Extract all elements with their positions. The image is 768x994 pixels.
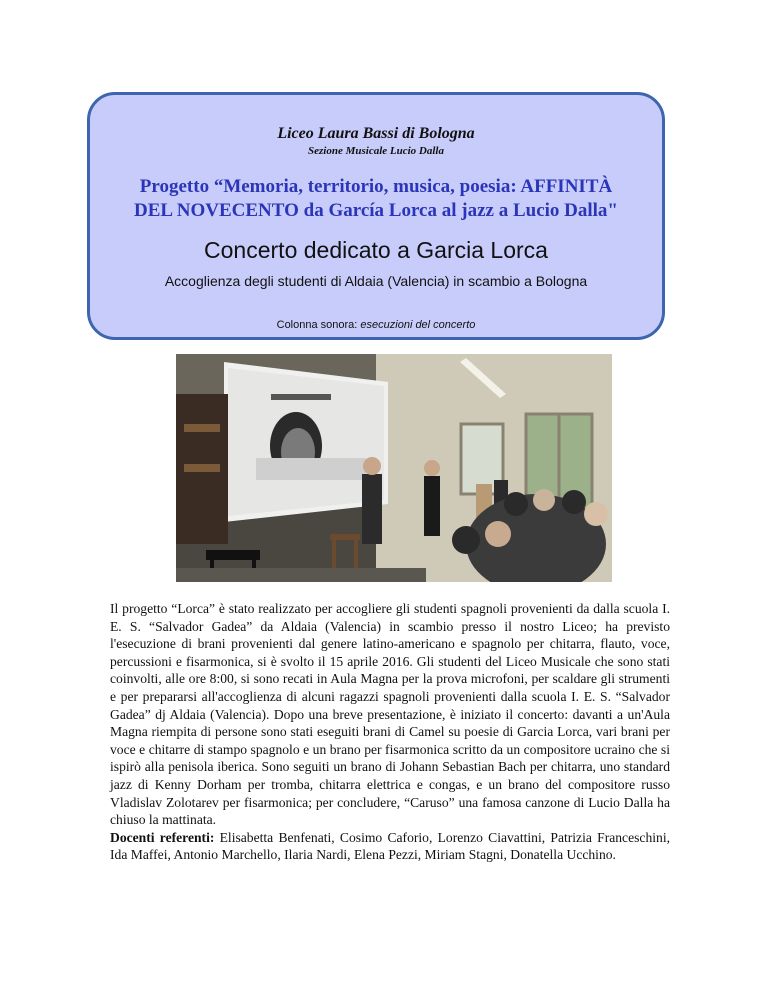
project-title-line-1: Progetto “Memoria, territorio, musica, poesia: AFFINITÀ [139, 176, 613, 197]
soundtrack-line [90, 319, 662, 331]
project-title [100, 175, 652, 223]
soundtrack-link[interactable]: esecuzioni del concerto [360, 319, 476, 331]
teachers-line [110, 829, 670, 864]
concert-photo-illustration [176, 354, 612, 582]
header-banner [87, 92, 665, 340]
soundtrack-label: Colonna sonora: [276, 319, 361, 331]
project-title-line-2: DEL NOVECENTO da García Lorca al jazz a Lucio Dalla" [134, 200, 618, 221]
article-body [110, 600, 670, 864]
concert-photo [176, 354, 612, 582]
teachers-list: Elisabetta Benfenati, Cosimo Caforio, Lorenzo Ciavattini, Patrizia Franceschini, Ida Maffei, Antonio Marchello, Ilaria Nardi, Elena Pezzi, Miriam Stagni, Donatella Ucchino. [110, 829, 670, 863]
teachers-label: Docenti referenti: [110, 829, 215, 845]
school-name: Liceo Laura Bassi di Bologna [277, 125, 475, 142]
concert-title: Concerto dedicato a Garcia Lorca [204, 237, 548, 263]
welcome-subtitle: Accoglienza degli studenti di Aldaia (Valencia) in scambio a Bologna [164, 273, 588, 289]
section-name: Sezione Musicale Lucio Dalla [308, 145, 444, 157]
article-paragraph: Il progetto “Lorca” è stato realizzato per accogliere gli studenti spagnoli provenienti da dalla scuola I. E. S. “Salvador Gadea” da Aldaia (Valencia) in scambio presso il nostro Liceo; ha previsto l'esecuzione di brani provenienti dal genere latino-americano e spagnolo per chitarra, flauto, voce, percussioni e fisarmonica, si è svolto il 15 aprile 2016. Gli studenti del Liceo Musicale che sono stati coinvolti, alle ore 8:00, si sono recati in Aula Magna per la prova microfoni, per scaldare gli strumenti e per prepararsi all'accoglienza di alcuni ragazzi spagnoli provenienti dalla scuola I. E. S. “Salvador Gadea” dj Aldaia (Valencia). Dopo una breve presentazione, è iniziato il concerto: davanti a un'Aula Magna riempita di persone sono stati eseguiti brani di Camel su poesie di Garcia Lorca, vari brani per voce e chitarre di stampo spagnolo e un brano per fisarmonica scritto da un compositore ucraino che si ispirò alla penisola iberica. Sono seguiti un brano di Johann Sebastian Bach per chitarra, uno standard jazz di Kenny Dorham per tromba, chitarra elettrica e congas, e un brano del compositore russo Vladislav Zolotarev per fisarmonica; per concludere, “Caruso” una famosa canzone di Lucio Dalla ha chiuso la mattinata. [110, 601, 670, 828]
